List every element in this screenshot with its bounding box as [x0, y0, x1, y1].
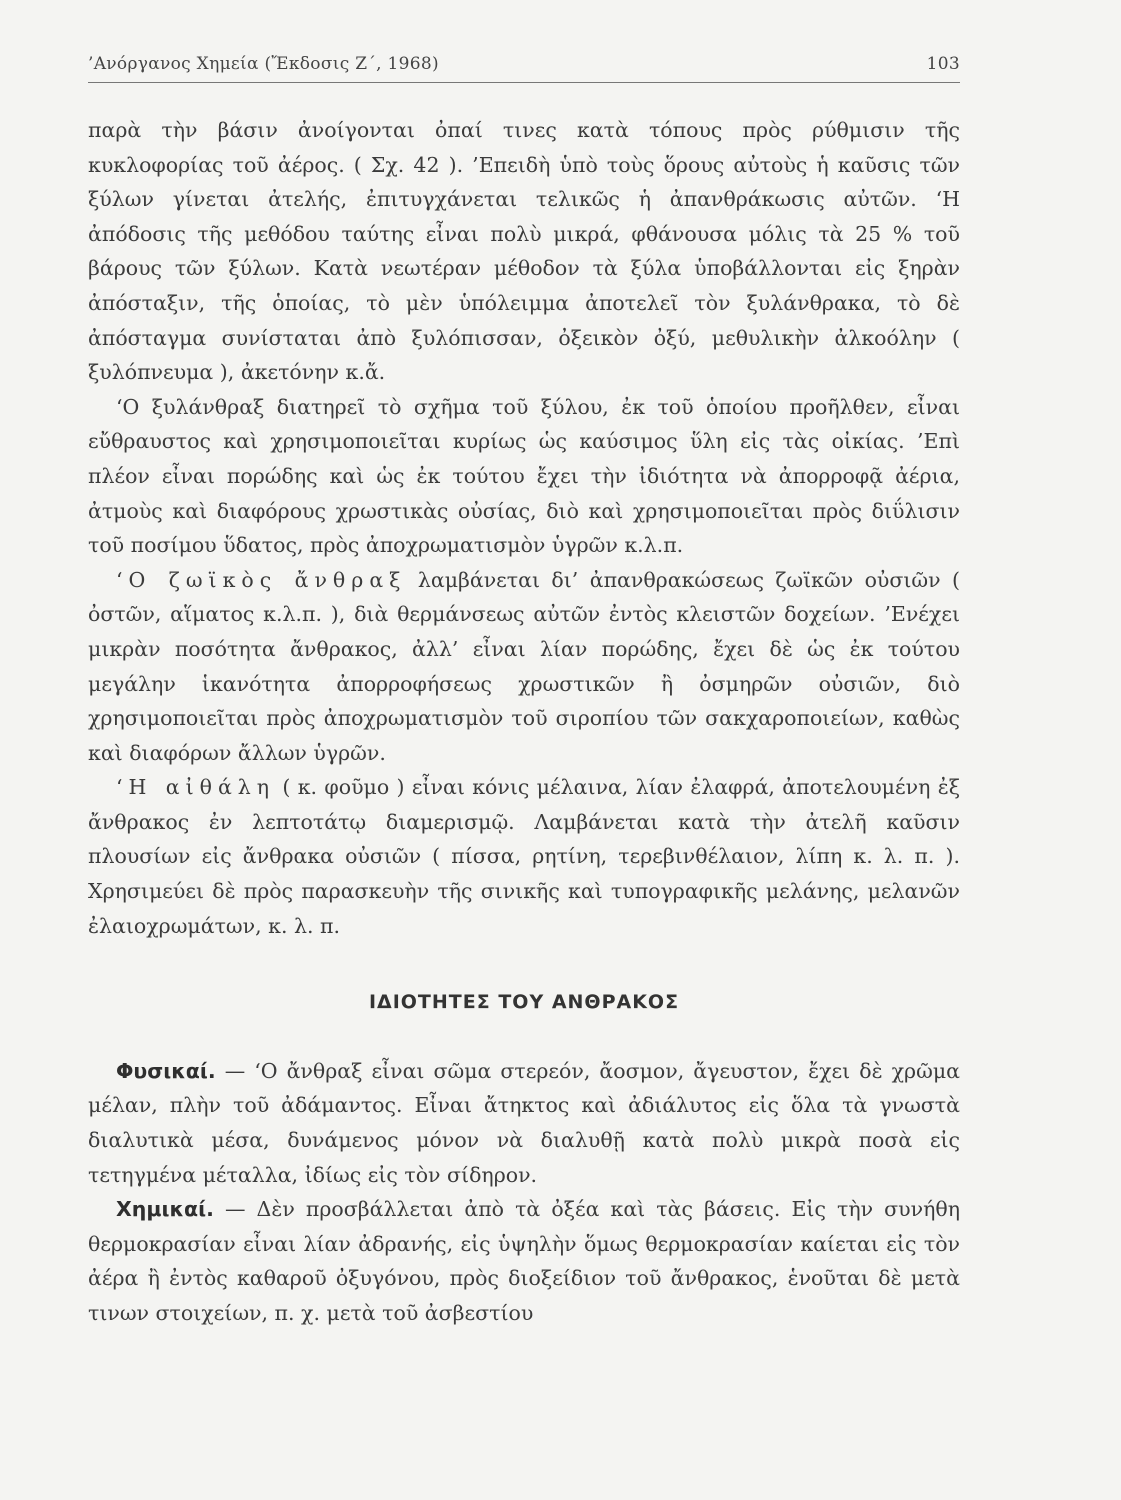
paragraph-animal-charcoal: [88, 563, 960, 771]
physical-label: Φυσικαί.: [116, 1058, 216, 1083]
page-number: 103: [926, 54, 960, 74]
running-head: [88, 54, 960, 83]
running-head-title: ’Ανόργανος Χημεία (Ἔκδοσις Ζ΄, 1968): [88, 54, 439, 74]
paragraph-soot-text: ( κ. φοῦμο ) εἶναι κόνις μέλαινα, λίαν ἐλαφρά, ἀποτελουμένη ἐξ ἄνθρακος ἐν λεπτοτάτῳ διαμερισμῷ. Λαμβάνεται κατὰ τὴν ἀτελῆ καῦσιν πλουσίων εἰς ἄνθρακα οὐσιῶν ( πίσσα, ρητίνη, τερεβινθέλαιον, λίπη κ. λ. π. ). Χρησιμεύει δὲ πρὸς παρασκευὴν τῆς σινικῆς καὶ τυπογραφικῆς μελάνης, μελανῶν ἐλαιοχρωμάτων, κ. λ. π.: [88, 775, 960, 938]
paragraph-wood-charcoal: ‘Ο ξυλάνθραξ διατηρεῖ τὸ σχῆμα τοῦ ξύλου, ἐκ τοῦ ὁποίου προῆλθεν, εἶναι εὔθραυστος καὶ χρησιμοποιεῖται κυρίως ὡς καύσιμος ὕλη εἰς τὰς οἰκίας. ’Επὶ πλέον εἶναι πορώδης καὶ ὡς ἐκ τούτου ἔχει τὴν ἰδιότητα νὰ ἀπορροφᾷ ἀέρια, ἀτμοὺς καὶ διαφόρους χρωστικὰς οὐσίας, διὸ καὶ χρησιμοποιεῖται πρὸς διΰλισιν τοῦ ποσίμου ὕδατος, πρὸς ἀποχρωματισμὸν ὑγρῶν κ.λ.π.: [88, 394, 960, 558]
body-text: [88, 113, 960, 1331]
paragraph-chemical-properties: [88, 1192, 960, 1330]
term-soot: ‘Η αἰθάλη: [116, 775, 276, 800]
term-animal-charcoal: ‘Ο ζωϊκὸς ἄνθραξ: [116, 567, 407, 592]
physical-text: — ‘Ο ἄνθραξ εἶναι σῶμα στερεόν, ἄοσμον, ἄγευστον, ἔχει δὲ χρῶμα μέλαν, πλὴν τοῦ ἀδάμαντος. Εἶναι ἄτηκτος καὶ ἀδιάλυτος εἰς ὅλα τὰ γνωστὰ διαλυτικὰ μέσα, δυνάμενος μόνον νὰ διαλυθῇ κατὰ πολὺ μικρὰ ποσὰ εἰς τετηγμένα μέταλλα, ἰδίως εἰς τὸν σίδηρον.: [88, 1058, 960, 1187]
paragraph-animal-charcoal-text: λαμβάνεται δι’ ἀπανθρακώσεως ζωϊκῶν οὐσιῶν ( ὀστῶν, αἵματος κ.λ.π. ), διὰ θερμάνσεως αὐτῶν ἐντὸς κλειστῶν δοχείων. ’Ενέχει μικρὰν ποσότητα ἄνθρακος, ἀλλ’ εἶναι λίαν πορώδης, ἔχει δὲ ὡς ἐκ τούτου μεγάλην ἱκανότητα ἀπορροφήσεως χρωστικῶν ἢ ὀσμηρῶν οὐσιῶν, διὸ χρησιμοποιεῖται πρὸς ἀποχρωματισμὸν τοῦ σιροπίου τῶν σακχαροποιείων, καθὼς καὶ διαφόρων ἄλλων ὑγρῶν.: [88, 567, 960, 765]
paragraph-soot: [88, 770, 960, 943]
book-page: [88, 54, 960, 1474]
chemical-text: — Δὲν προσβάλλεται ἀπὸ τὰ ὀξέα καὶ τὰς βάσεις. Εἰς τὴν συνήθη θερμοκρασίαν εἶναι λίαν ἀδρανής, εἰς ὑψηλὴν ὅμως θερμοκρασίαν καίεται εἰς τὸν ἀέρα ἢ ἐντὸς καθαροῦ ὀξυγόνου, πρὸς διοξείδιον τοῦ ἄνθρακος, ἑνοῦται δὲ μετὰ τινων στοιχείων, π. χ. μετὰ τοῦ ἀσβεστίου: [88, 1197, 960, 1325]
paragraph-physical-properties: [88, 1054, 960, 1192]
chemical-label: Χημικαί.: [116, 1197, 214, 1222]
paragraph-charcoal-production: παρὰ τὴν βάσιν ἀνοίγονται ὀπαί τινες κατὰ τόπους πρὸς ρύθμισιν τῆς κυκλοφορίας τοῦ ἀέρος. ( Σχ. 42 ). ’Επειδὴ ὑπὸ τοὺς ὅρους αὐτοὺς ἡ καῦσις τῶν ξύλων γίνεται ἀτελής, ἐπιτυγχάνεται τελικῶς ἡ ἀπανθράκωσις αὐτῶν. ‘Η ἀπόδοσις τῆς μεθόδου ταύτης εἶναι πολὺ μικρά, φθάνουσα μόλις τὰ 25 % τοῦ βάρους τῶν ξύλων. Κατὰ νεωτέραν μέθοδον τὰ ξύλα ὑποβάλλονται εἰς ξηρὰν ἀπόσταξιν, τῆς ὁποίας, τὸ μὲν ὑπόλειμμα ἀποτελεῖ τὸν ξυλάνθρακα, τὸ δὲ ἀπόσταγμα συνίσταται ἀπὸ ξυλόπισσαν, ὀξεικὸν ὀξύ, μεθυλικὴν ἀλκοόλην ( ξυλόπνευμα ), ἀκετόνην κ.ἄ.: [88, 118, 960, 385]
section-heading: ΙΔΙΟΤΗΤΕΣ ΤΟΥ ΑΝΘΡΑΚΟΣ: [368, 991, 680, 1014]
